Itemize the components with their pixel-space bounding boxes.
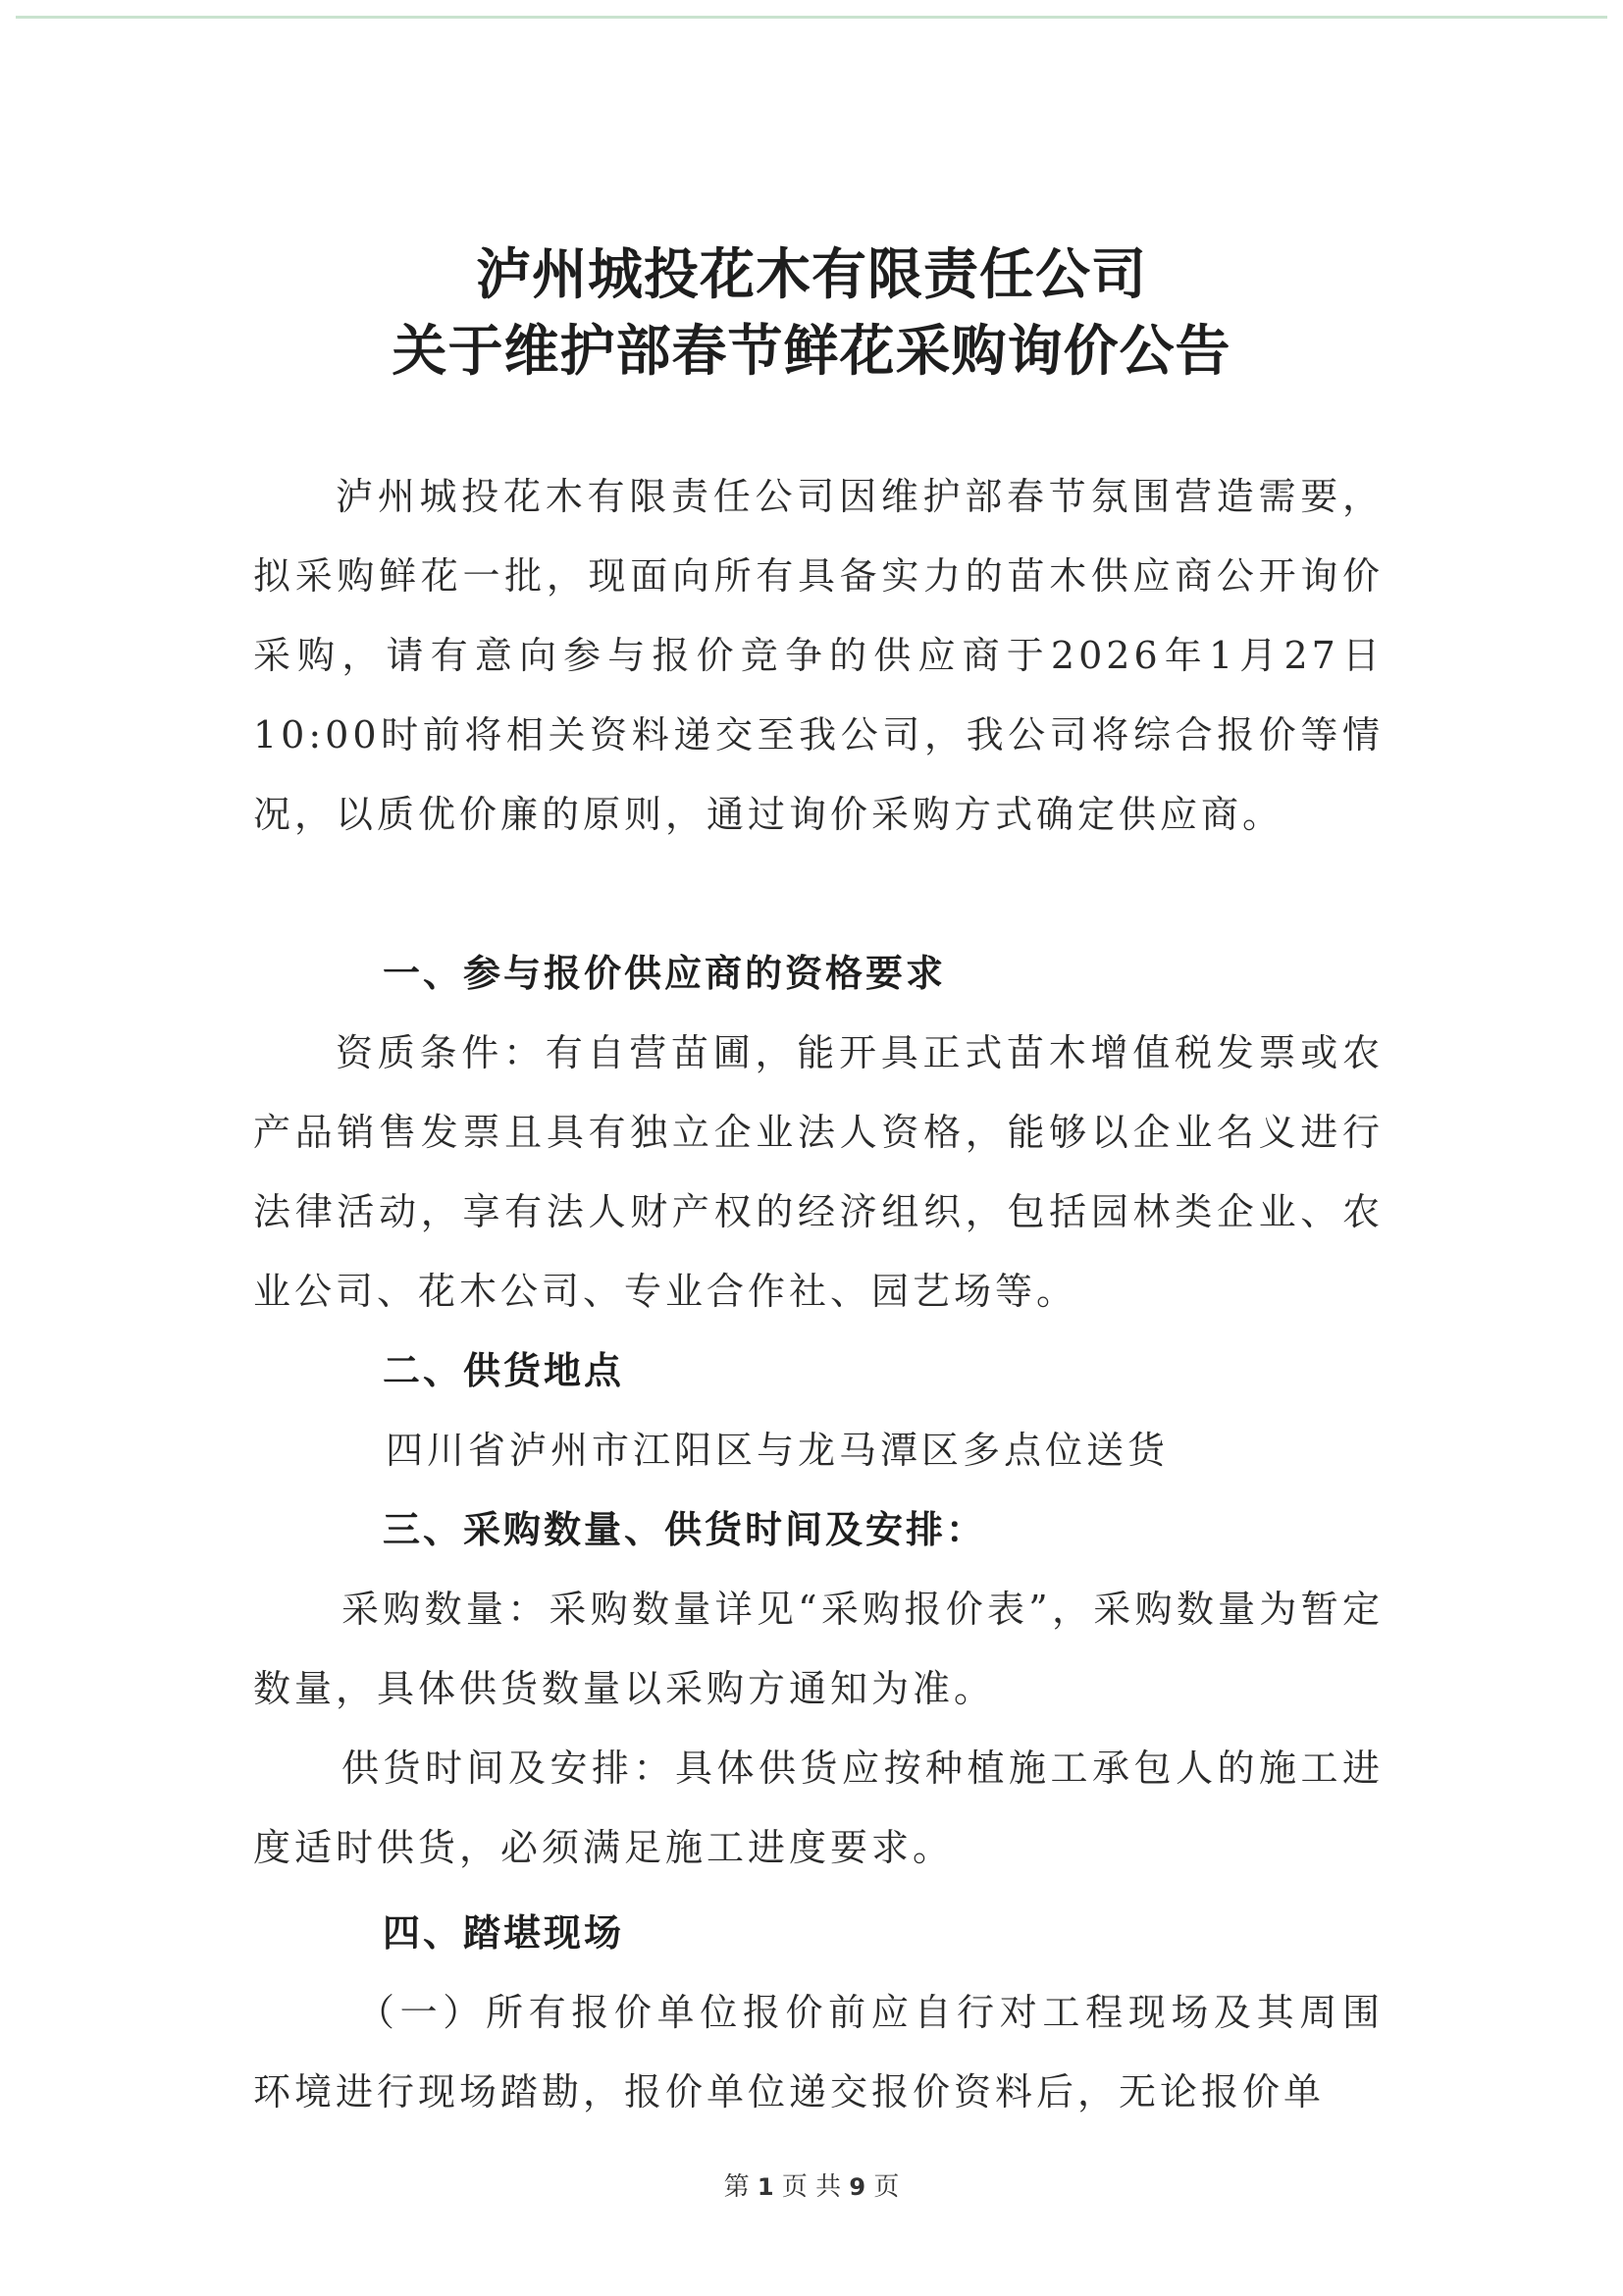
footer-total-pages: 9 bbox=[849, 2173, 866, 2201]
section-2-heading: 二、供货地点 bbox=[383, 1349, 625, 1392]
footer-middle: 页 共 bbox=[781, 2172, 842, 2202]
footer-page-number: 1 bbox=[757, 2173, 774, 2201]
section-1-text: 资质条件：有自营苗圃，能开具正式苗木增值税发票或农产品销售发票且具有独立企业法人资格，能够以企业名义进行法律活动，享有法人财产权的经济组织，包括园林类企业、农业公司、花木公司、专业合作社、园艺场等。 bbox=[253, 1031, 1384, 1313]
section-4-heading: 四、踏堪现场 bbox=[383, 1911, 625, 1955]
page-footer bbox=[0, 2166, 1623, 2203]
footer-prefix: 第 bbox=[723, 2172, 750, 2202]
section-2-text: 四川省泸州市江阳区与龙马潭区多点位送货 bbox=[386, 1429, 1170, 1472]
section-3-quantity: 采购数量：采购数量详见“采购报价表”，采购数量为暂定数量，具体供货数量以采购方通知为准。 bbox=[253, 1588, 1384, 1710]
section-3-schedule: 供货时间及安排：具体供货应按种植施工承包人的施工进度适时供货，必须满足施工进度要求。 bbox=[253, 1747, 1384, 1869]
document-title-line2: 关于维护部春节鲜花采购询价公告 bbox=[392, 320, 1231, 384]
section-1-heading: 一、参与报价供应商的资格要求 bbox=[383, 952, 947, 995]
footer-suffix: 页 bbox=[873, 2172, 900, 2202]
intro-paragraph: 泸州城投花木有限责任公司因维护部春节氛围营造需要，拟采购鲜花一批，现面向所有具备实力的苗木供应商公开询价采购，请有意向参与报价竞争的供应商于2026年1月27日10:00时前将相关资料递交至我公司，我公司将综合报价等情况，以质优价廉的原则，通过询价采购方式确定供应商。 bbox=[253, 475, 1384, 836]
section-4-text: （一）所有报价单位报价前应自行对工程现场及其周围环境进行现场踏勘，报价单位递交报价资料后，无论报价单 bbox=[253, 1991, 1384, 2113]
section-3-heading: 三、采购数量、供货时间及安排： bbox=[383, 1508, 987, 1551]
document-title-line1: 泸州城投花木有限责任公司 bbox=[476, 243, 1147, 307]
